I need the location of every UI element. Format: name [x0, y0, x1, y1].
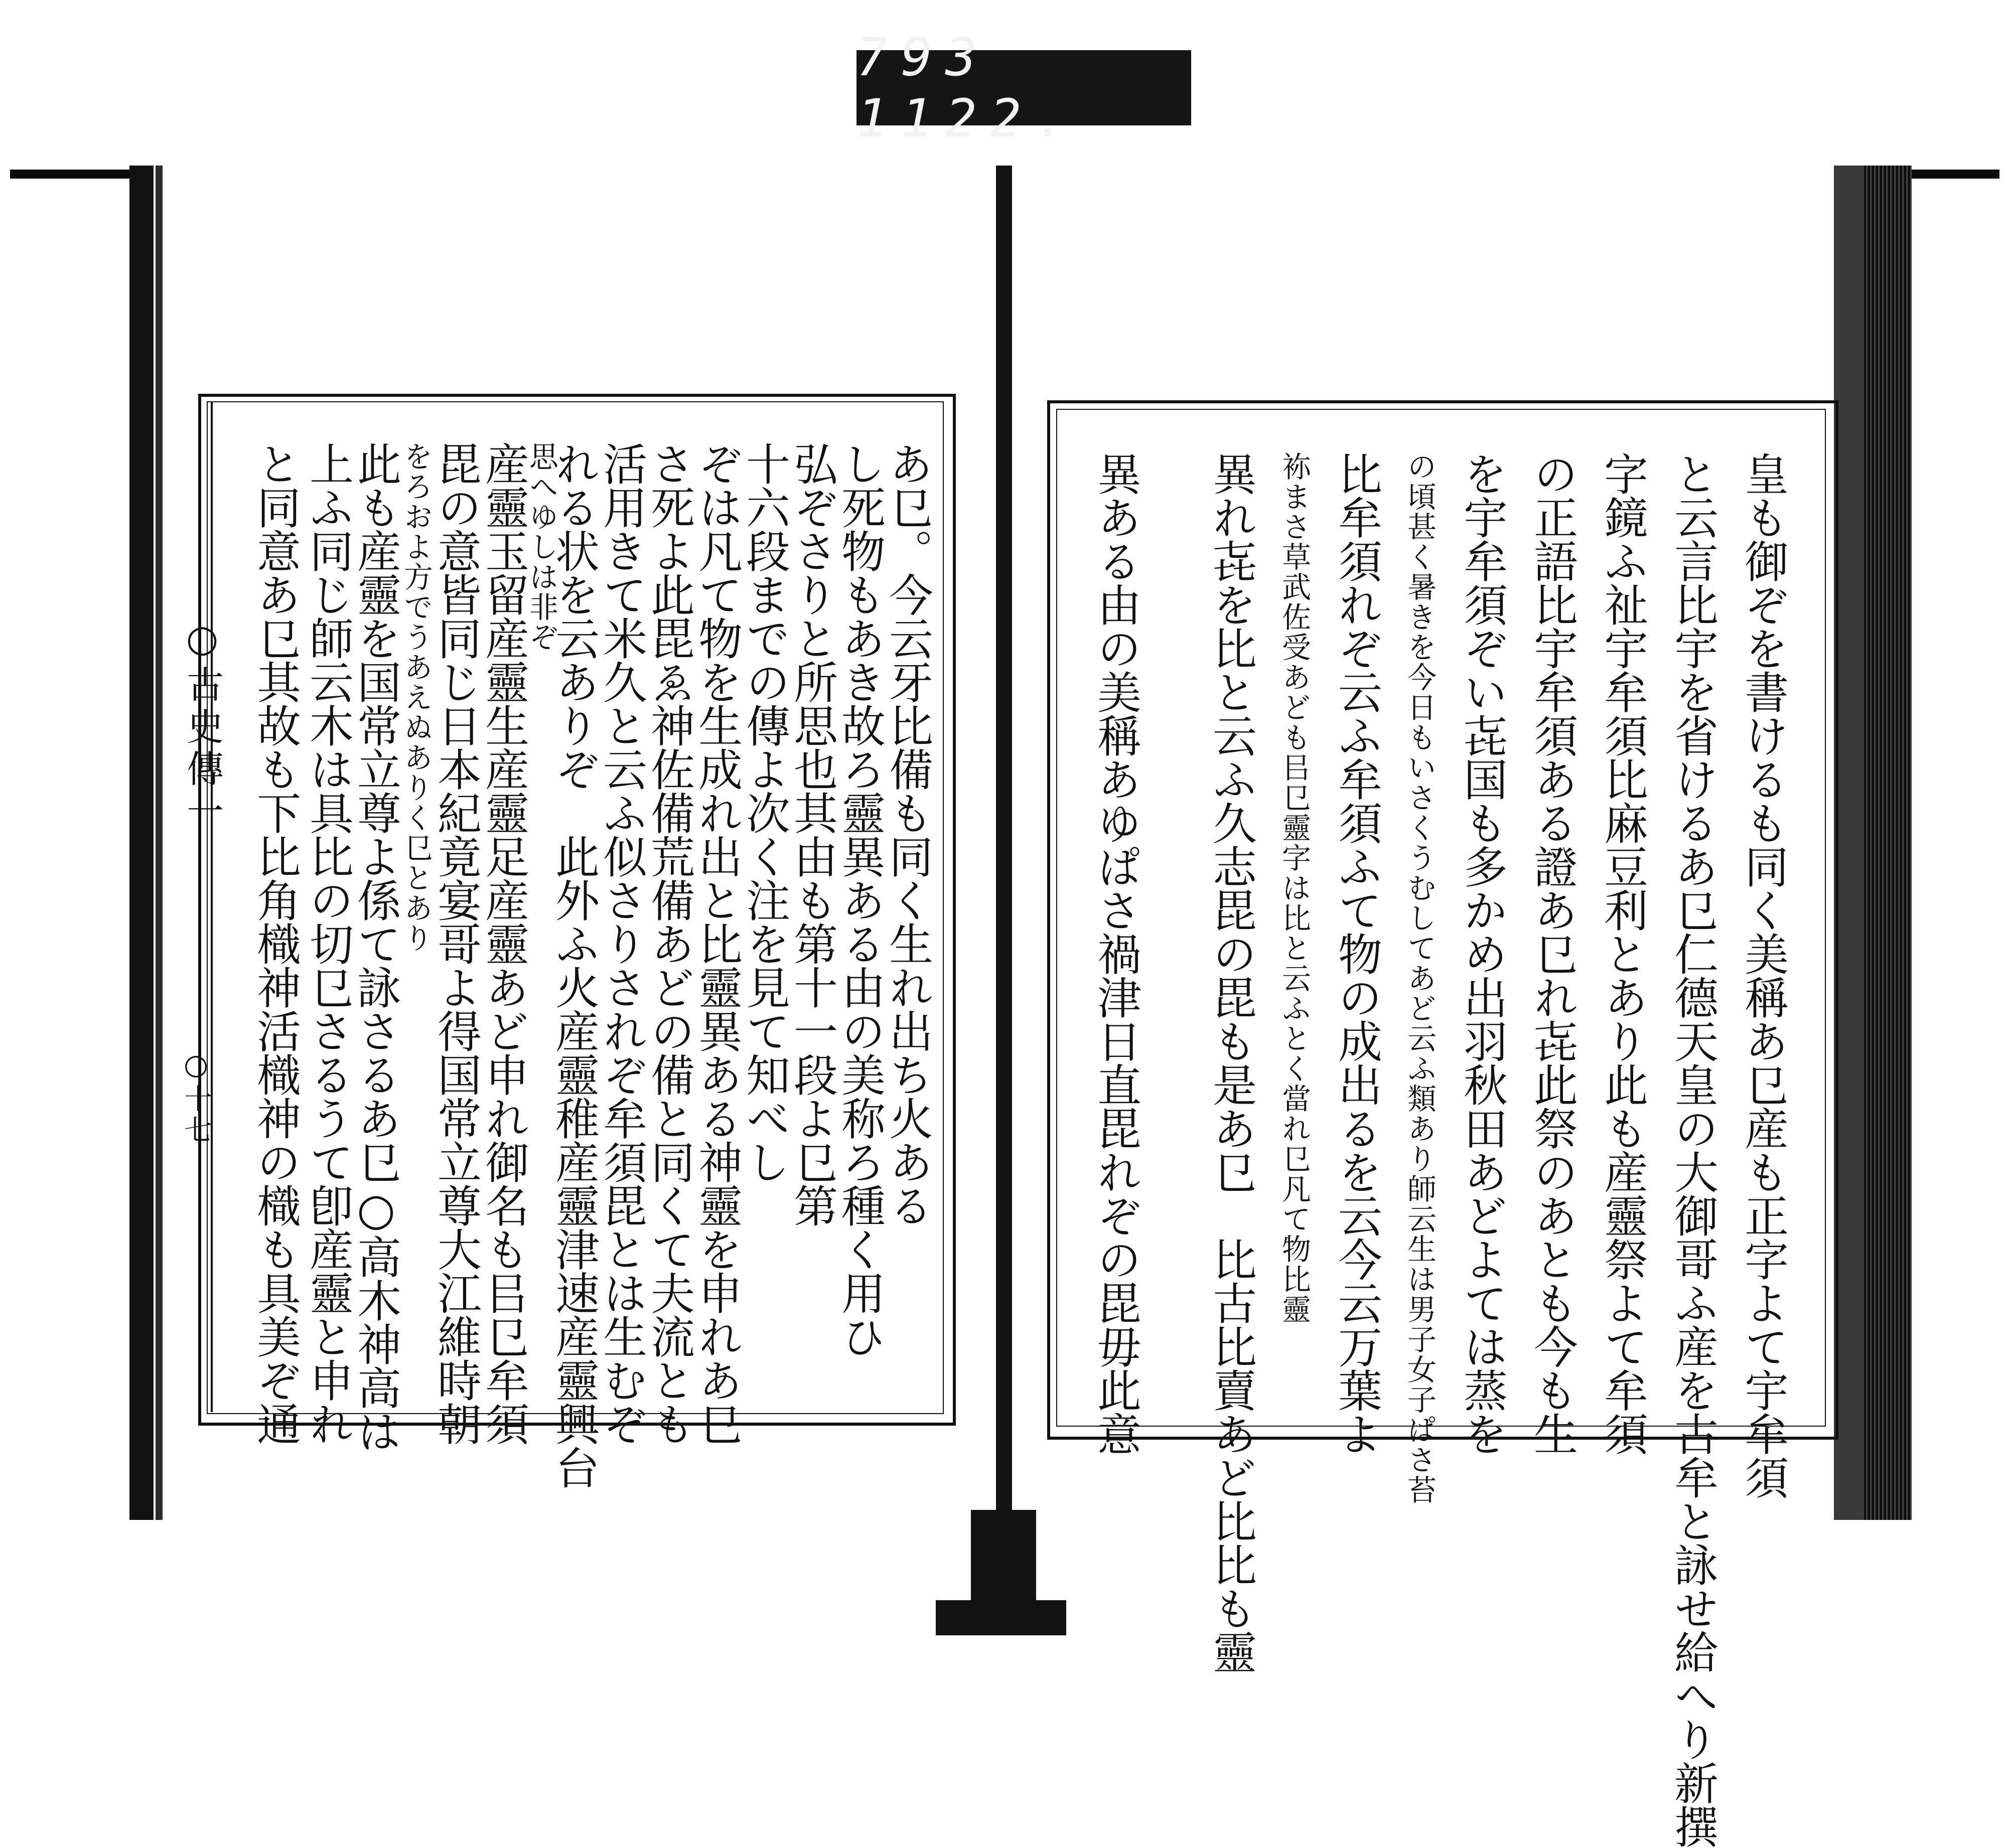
text-column: 袮まさ草武佐受あども㠯㔾靈字は比と云ふとく當れ㔾凡て物比靈	[1277, 451, 1311, 1324]
text-column: れる状を云ありぞ 此外ふ火産靈稚産靈津速産靈興台	[548, 441, 600, 1489]
text-column: 毘の意皆同じ日本紀竟宴哥よ得国常立尊大江維時朝	[431, 441, 482, 1445]
left-page-edge	[129, 166, 154, 1520]
left-page-edge-shadow	[156, 166, 163, 1520]
text-column: 皇も御ぞを書けるも同く美稱あ㔾産も正字よて宇牟須	[1738, 451, 1789, 1499]
text-column: 思へゆしは非ぞ	[524, 441, 558, 652]
text-column: の正語比宇牟須ある證あ㔾れ㐂此祭のあとも今も生	[1527, 451, 1579, 1455]
header-divider	[211, 401, 213, 1412]
text-column: 異ある由の美稱あゆぱさ禍津日直毘れぞの毘毋此意	[1090, 451, 1142, 1455]
text-column: の頃甚く暑きを今日もいさくうむしてあど云ふ類あり師云生は男子女子ぱさ苔	[1402, 451, 1437, 1505]
text-column: と同意あ㔾其故も下比角樴神活樴神の樴も具美ぞ通	[250, 441, 302, 1445]
text-column: 上ふ同じ師云木は具比の切㔾さるうて卽産靈と申れ	[303, 441, 354, 1445]
text-column: あ㔾。今云牙比備も同く生れ出ち火ある	[882, 441, 934, 1227]
book-title-header: ○古史傳一	[181, 617, 224, 834]
text-column: 異れ㐂を比と云ふ久志毘の毘も是あ㔾 比古比賣あど比比も靈	[1206, 451, 1257, 1673]
text-column: 弘ぞさりと所思也其由も第十一段よ㔾第	[787, 441, 838, 1227]
text-column: 十六段までの傳よ次く注を見て知べし	[739, 441, 791, 1183]
book-gutter	[996, 166, 1012, 1590]
text-column: と云言比宇を省けるあ㔾仁德天皇の大御哥ふ産を古牟と詠せ給へり新撰	[1667, 451, 1719, 1848]
text-column: し死物もあき故ろ靈異ある由の美称ろ種く用ひ	[834, 441, 886, 1358]
text-column: 産靈玉留産靈生産靈足産靈あど申れ御名も㠯㔾牟須	[478, 441, 530, 1445]
scan-number-label: 793 1122.	[856, 50, 1191, 125]
text-column: 活用きて米久と云ふ似さりされぞ牟須毘とは生むぞ	[596, 441, 648, 1445]
text-column: 比牟須れぞ云ふ牟須ふて物の成出るを云今云万葉よ	[1331, 451, 1383, 1455]
text-column: をろおよ方でうあえぬありく㔾とあり	[399, 441, 433, 953]
text-column: さ死よ此毘ゑ神佐備荒備あどの備と同くて夫流とも	[644, 441, 695, 1445]
text-column: ぞは凡て物を生成れ出と比靈異ある神靈を申れあ㔾	[691, 441, 743, 1445]
book-stand-foot	[936, 1600, 1066, 1635]
text-column: 字鏡ふ祉宇牟須比麻豆利とあり此も産靈祭よて牟須	[1597, 451, 1649, 1455]
text-column: を宇牟須ぞい㐂国も多かめ出羽秋田あどよては蒸を	[1457, 451, 1508, 1455]
right-page-fore-edge	[1864, 166, 1912, 1520]
right-page-edge-shadow	[1834, 166, 1864, 1520]
page-number: ○十七	[180, 1048, 212, 1146]
text-column: 此も産靈を国常立尊よ係て詠さるあ㔾○高木神高は	[350, 441, 402, 1453]
